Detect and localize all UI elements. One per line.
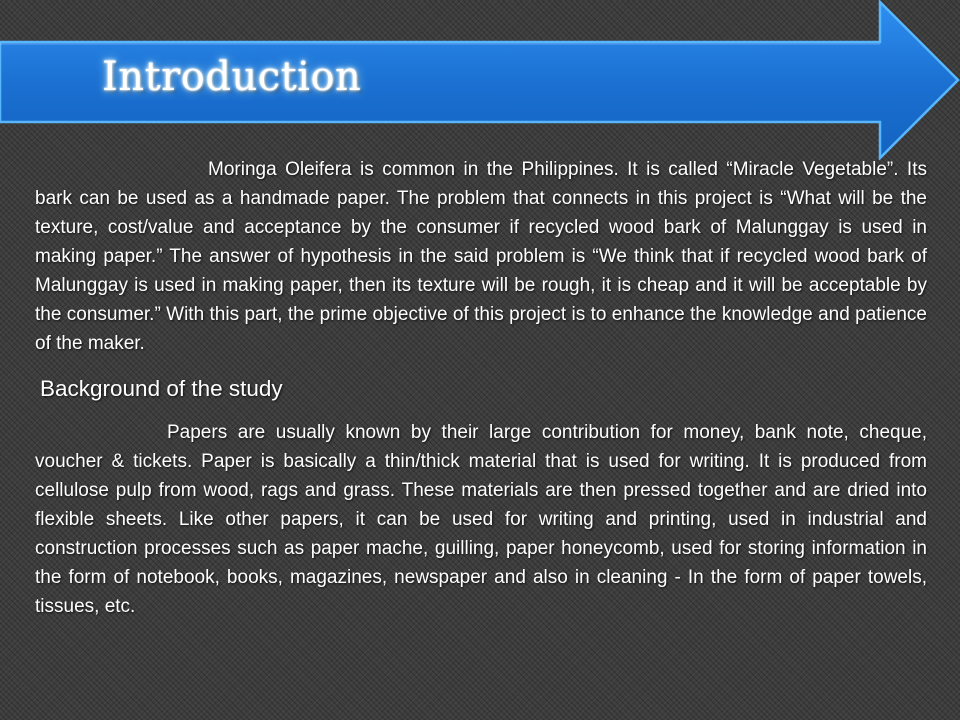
background-heading: Background of the study: [40, 376, 283, 401]
background-paragraph: Papers are usually known by their large contribution for money, bank note, cheque, voucher & tickets. Paper is basically a thin/thick material that is used for writing. It is produced from cellulose pulp from wood, rags and grass. These materials are then pressed together and are dried into flexible sheets. Like other papers, it can be used for writing and printing, used in industrial and construction processes such as paper mache, guilling, paper honeycomb, used for storing information in the form of notebook, books, magazines, newspaper and also in cleaning - In the form of paper towels, tissues, etc.: [35, 422, 927, 617]
slide-body: [35, 155, 927, 621]
slide-title: Introduction: [102, 54, 362, 100]
intro-paragraph: Moringa Oleifera is common in the Philippines. It is called “Miracle Vegetable”. Its bark can be used as a handmade paper. The problem that connects in this project is “What will be the texture, cost/value and acceptance by the consumer if recycled wood bark of Malunggay is used in making paper.” The answer of hypothesis in the said problem is “We think that if recycled wood bark of Malunggay is used in making paper, then its texture will be rough, it is cheap and it will be acceptable by the consumer.” With this part, the prime objective of this project is to enhance the knowledge and patience of the maker.: [35, 159, 927, 354]
